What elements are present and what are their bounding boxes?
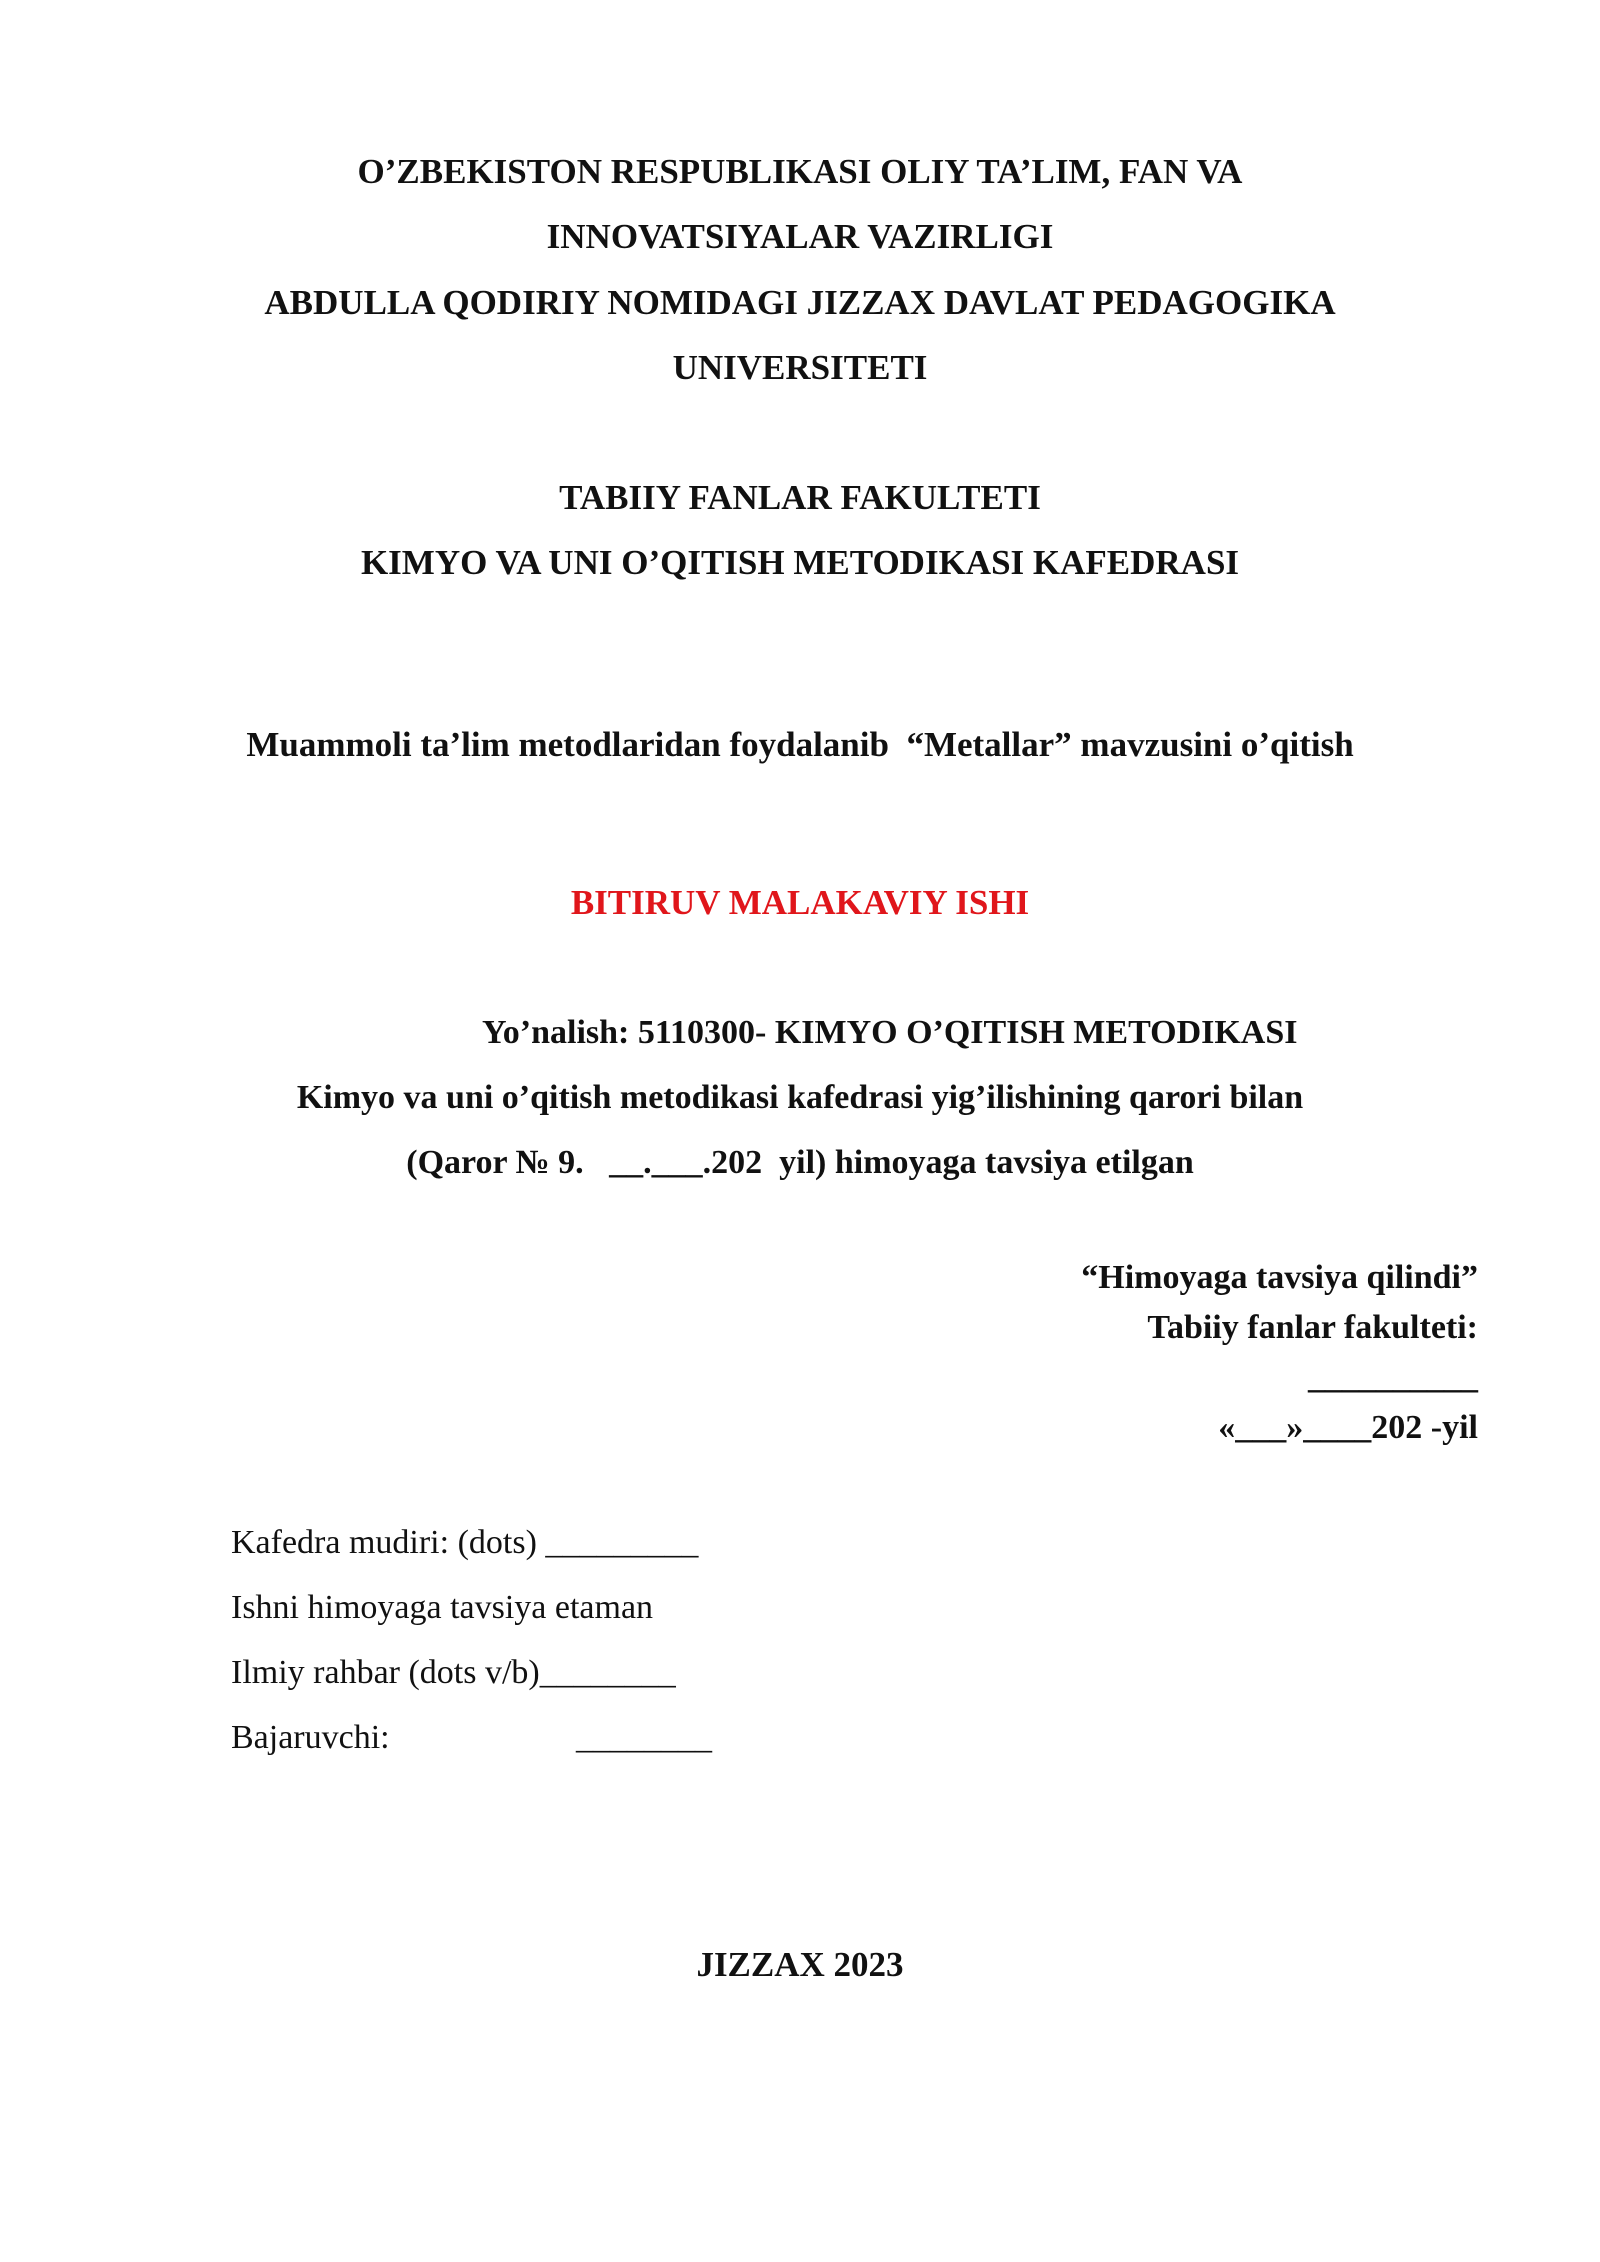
decision-line-1: Kimyo va uni o’qitish metodikasi kafedrasi yig’ilishining qarori bilan — [296, 1079, 1304, 1116]
department-title: KIMYO VA UNI O’QITISH METODIKASI KAFEDRASI — [360, 543, 1240, 582]
executor-signature-blank: ________ — [576, 1719, 712, 1756]
approval-date: «___»____202 -yil — [1218, 1409, 1478, 1446]
work-type-title: BITIRUV MALAKAVIY ISHI — [570, 883, 1030, 922]
head-of-department-signature: Kafedra mudiri: (dots) _________ — [231, 1524, 699, 1561]
university-line-2: UNIVERSITETI — [672, 348, 928, 387]
thesis-topic: Muammoli ta’lim metodlaridan foydalanib “Metallar” mavzusini o’qitish — [246, 725, 1354, 764]
approval-signature-blank: __________ — [1308, 1359, 1478, 1396]
city-year-footer: JIZZAX 2023 — [696, 1945, 904, 1984]
faculty-title: TABIIY FANLAR FAKULTETI — [559, 478, 1041, 517]
recommendation-line: Ishni himoyaga tavsiya etaman — [231, 1589, 654, 1626]
university-line-1: ABDULLA QODIRIY NOMIDAGI JIZZAX DAVLAT PEDAGOGIKA — [264, 283, 1336, 322]
supervisor-signature: Ilmiy rahbar (dots v/b)________ — [231, 1654, 676, 1691]
ministry-line-1: O’ZBEKISTON RESPUBLIKASI OLIY TA’LIM, FAN VA — [357, 152, 1243, 191]
approval-heading: “Himoyaga tavsiya qilindi” — [1081, 1259, 1478, 1296]
executor-label: Bajaruvchi: — [231, 1719, 390, 1756]
direction-line: Yo’nalish: 5110300- KIMYO O’QITISH METODIKASI — [482, 1014, 1298, 1051]
ministry-line-2: INNOVATSIYALAR VAZIRLIGI — [546, 217, 1054, 256]
approval-faculty: Tabiiy fanlar fakulteti: — [1147, 1309, 1478, 1346]
decision-line-2: (Qaror № 9. __.___.202 yil) himoyaga tavsiya etilgan — [406, 1144, 1194, 1181]
